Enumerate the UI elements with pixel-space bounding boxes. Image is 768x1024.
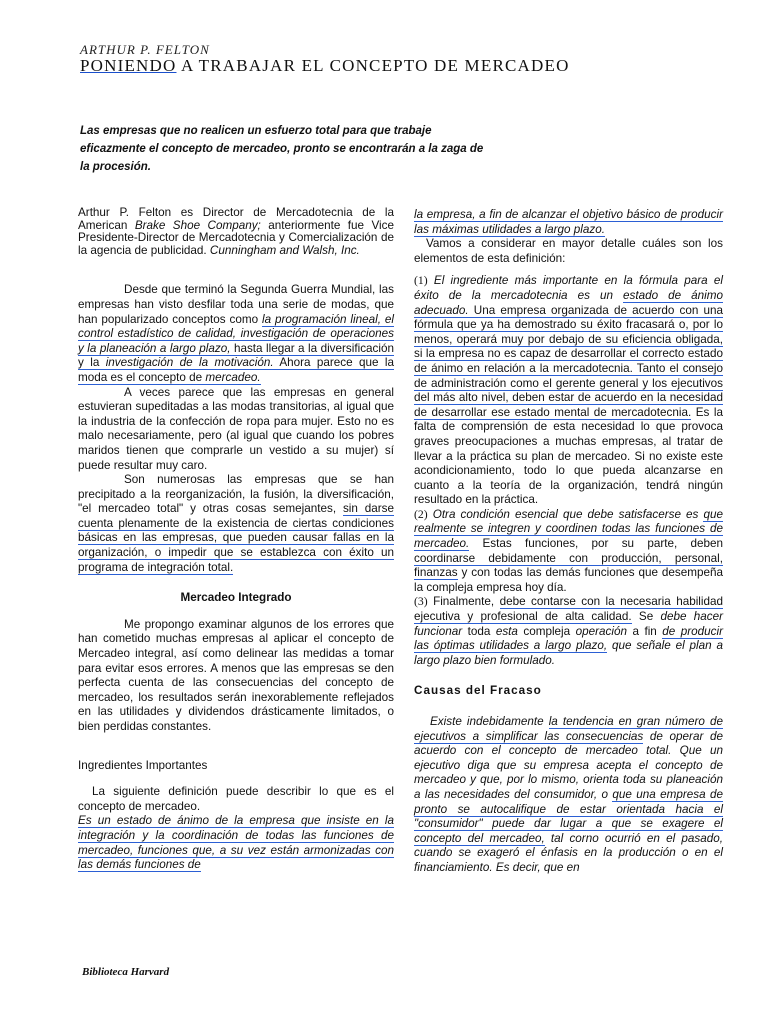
paragraph-6: Vamos a considerar en mayor detalle cuáles son los elementos de esta definición: [414, 237, 723, 265]
paragraph-3: Son numerosas las empresas que se han precipitado a la reorganización, la fusión, la diversificación, "el mercadeo total" y otras cosas semejantes, sin darse cuenta plenamente de la existencia de ciertas condiciones básicas en las empresas, que pueden causar fallas en la organización, o impedir que se establezca con éxito un programa de integración total. [78, 473, 394, 574]
author-bio: Arthur P. Felton es Director de Mercadotecnia de la American Brake Shoe Company; anteriormente fue Vice Presidente-Director de Mercadotecnia y Comercialización de la agencia de publicidad. Cunningham and Walsh, Inc. [78, 206, 394, 257]
title-rest: A TRABAJAR EL CONCEPTO DE MERCADEO [176, 56, 570, 75]
heading-ingredientes: Ingredientes Importantes [78, 758, 208, 772]
definition-end: la empresa, a fin de alcanzar el objetivo básico de producir las máximas utilidades a largo plazo. [414, 208, 723, 236]
heading-causas: Causas del Fracaso [414, 684, 542, 698]
paragraph-2: A veces parece que las empresas en general estuvieran supeditadas a las modas transitorias, al igual que la industria de la confección de ropa para mujer. Esto no es malo necesariamente, pero (al igual que cuando los pobres maridos tienen que comprarle un vestido a su mujer) sí puede resultar muy caro. [78, 385, 394, 472]
paragraph-1: Desde que terminó la Segunda Guerra Mundial, las empresas han visto desfilar toda una serie de modas, que han popularizado conceptos como la programación lineal, el control estadístico de calidad, investigación de operaciones y la planeación a largo plazo, hasta llegar a la diversificación y la investigación de la motivación. Ahora parece que la moda es el concepto de mercadeo. [78, 283, 394, 384]
title-first-word: PONIENDO [80, 56, 177, 75]
lead-paragraph: Las empresas que no realicen un esfuerzo total para que trabaje eficazmente el concepto de mercadeo, pronto se encontrarán a la zaga de la procesión. [80, 125, 484, 173]
item-1: (1) El ingrediente más importante en la fórmula para el éxito de la mercadotecnia es un estado de ánimo adecuado. Una empresa organizada de acuerdo con una fórmula que ya ha demostrado su éxito fracasará o, por lo menos, operará muy por debajo de su eficiencia obligada, si la empresa no es capaz de desarrollar el correcto estado de ánimo en relación a la mercadotecnia. Tanto el consejo de administración como el gerente general y los ejecutivos del más alto nivel, deben estar de acuerdo en la necesidad de desarrollar ese estado mental de mercadotecnia. Es la falta de comprensión de esta necesidad lo que provoca graves preocupaciones a muchas empresas, al tratar de llevar a la práctica su plan de mercadeo. Si no existe este acondicionamiento, todo lo que pueda alcanzarse en cuanto a la teoría de la organización, tendrá ningún resultado en la práctica. [414, 274, 723, 507]
item-2: (2) Otra condición esencial que debe satisfacerse es que realmente se integren y coordinen todas las funciones de mercadeo. Estas funciones, por su parte, deben coordinarse debidamente con producción, personal, finanzas y con todas las demás funciones que desempeña la compleja empresa hoy día. [414, 507, 723, 594]
paragraph-7: Existe indebidamente la tendencia en gran número de ejecutivos a simplificar las consecuencias de operar de acuerdo con el concepto de mercadeo total. Que un ejecutivo diga que su empresa acepta el concepto de mercadeo y que, por lo mismo, orienta toda su planeación a las necesidades del consumidor, o que una empresa de pronto se autocalifique de estar orientada hacia el "consumidor" puede dar lugar a que se exagere el concepto del mercadeo, tal corno ocurrió en el pasado, cuando se exageró el énfasis en la producción o en el financiamiento. Es decir, que en [414, 715, 723, 874]
item-3: (3) Finalmente, debe contarse con la necesaria habilidad ejecutiva y profesional de alta calidad. Se debe hacer funcionar toda esta compleja operación a fin de producir las óptimas utilidades a largo plazo, que señale el plan a largo plazo bien formulado. [414, 595, 723, 667]
article-title [80, 56, 570, 76]
right-column [414, 208, 723, 876]
paragraph-4: Me propongo examinar algunos de los errores que han cometido muchas empresas al aplicar el concepto de Mercadeo integral, así como delinear las medidas a tomar para evitar esos errores. A menos que las empresas se den perfecta cuenta de las consecuencias del concepto de mercadeo, los resultados serán inexorablemente reflejados en las utilidades y dividendos drásticamente limitados, o bien perdidas constantes. [78, 617, 394, 733]
heading-mercadeo-integrado: Mercadeo Integrado [180, 591, 292, 605]
paragraph-5: La siguiente definición puede describir lo que es el concepto de mercadeo. [78, 785, 394, 813]
author-name: ARTHUR P. FELTON [80, 42, 210, 57]
left-column [78, 207, 394, 873]
footer-source: Biblioteca Harvard [82, 966, 170, 978]
definition-start: Es un estado de ánimo de la empresa que insiste en la integración y la coordinación de todas las funciones de mercadeo, funciones que, a su vez están armonizadas con las demás funciones de [78, 814, 394, 872]
